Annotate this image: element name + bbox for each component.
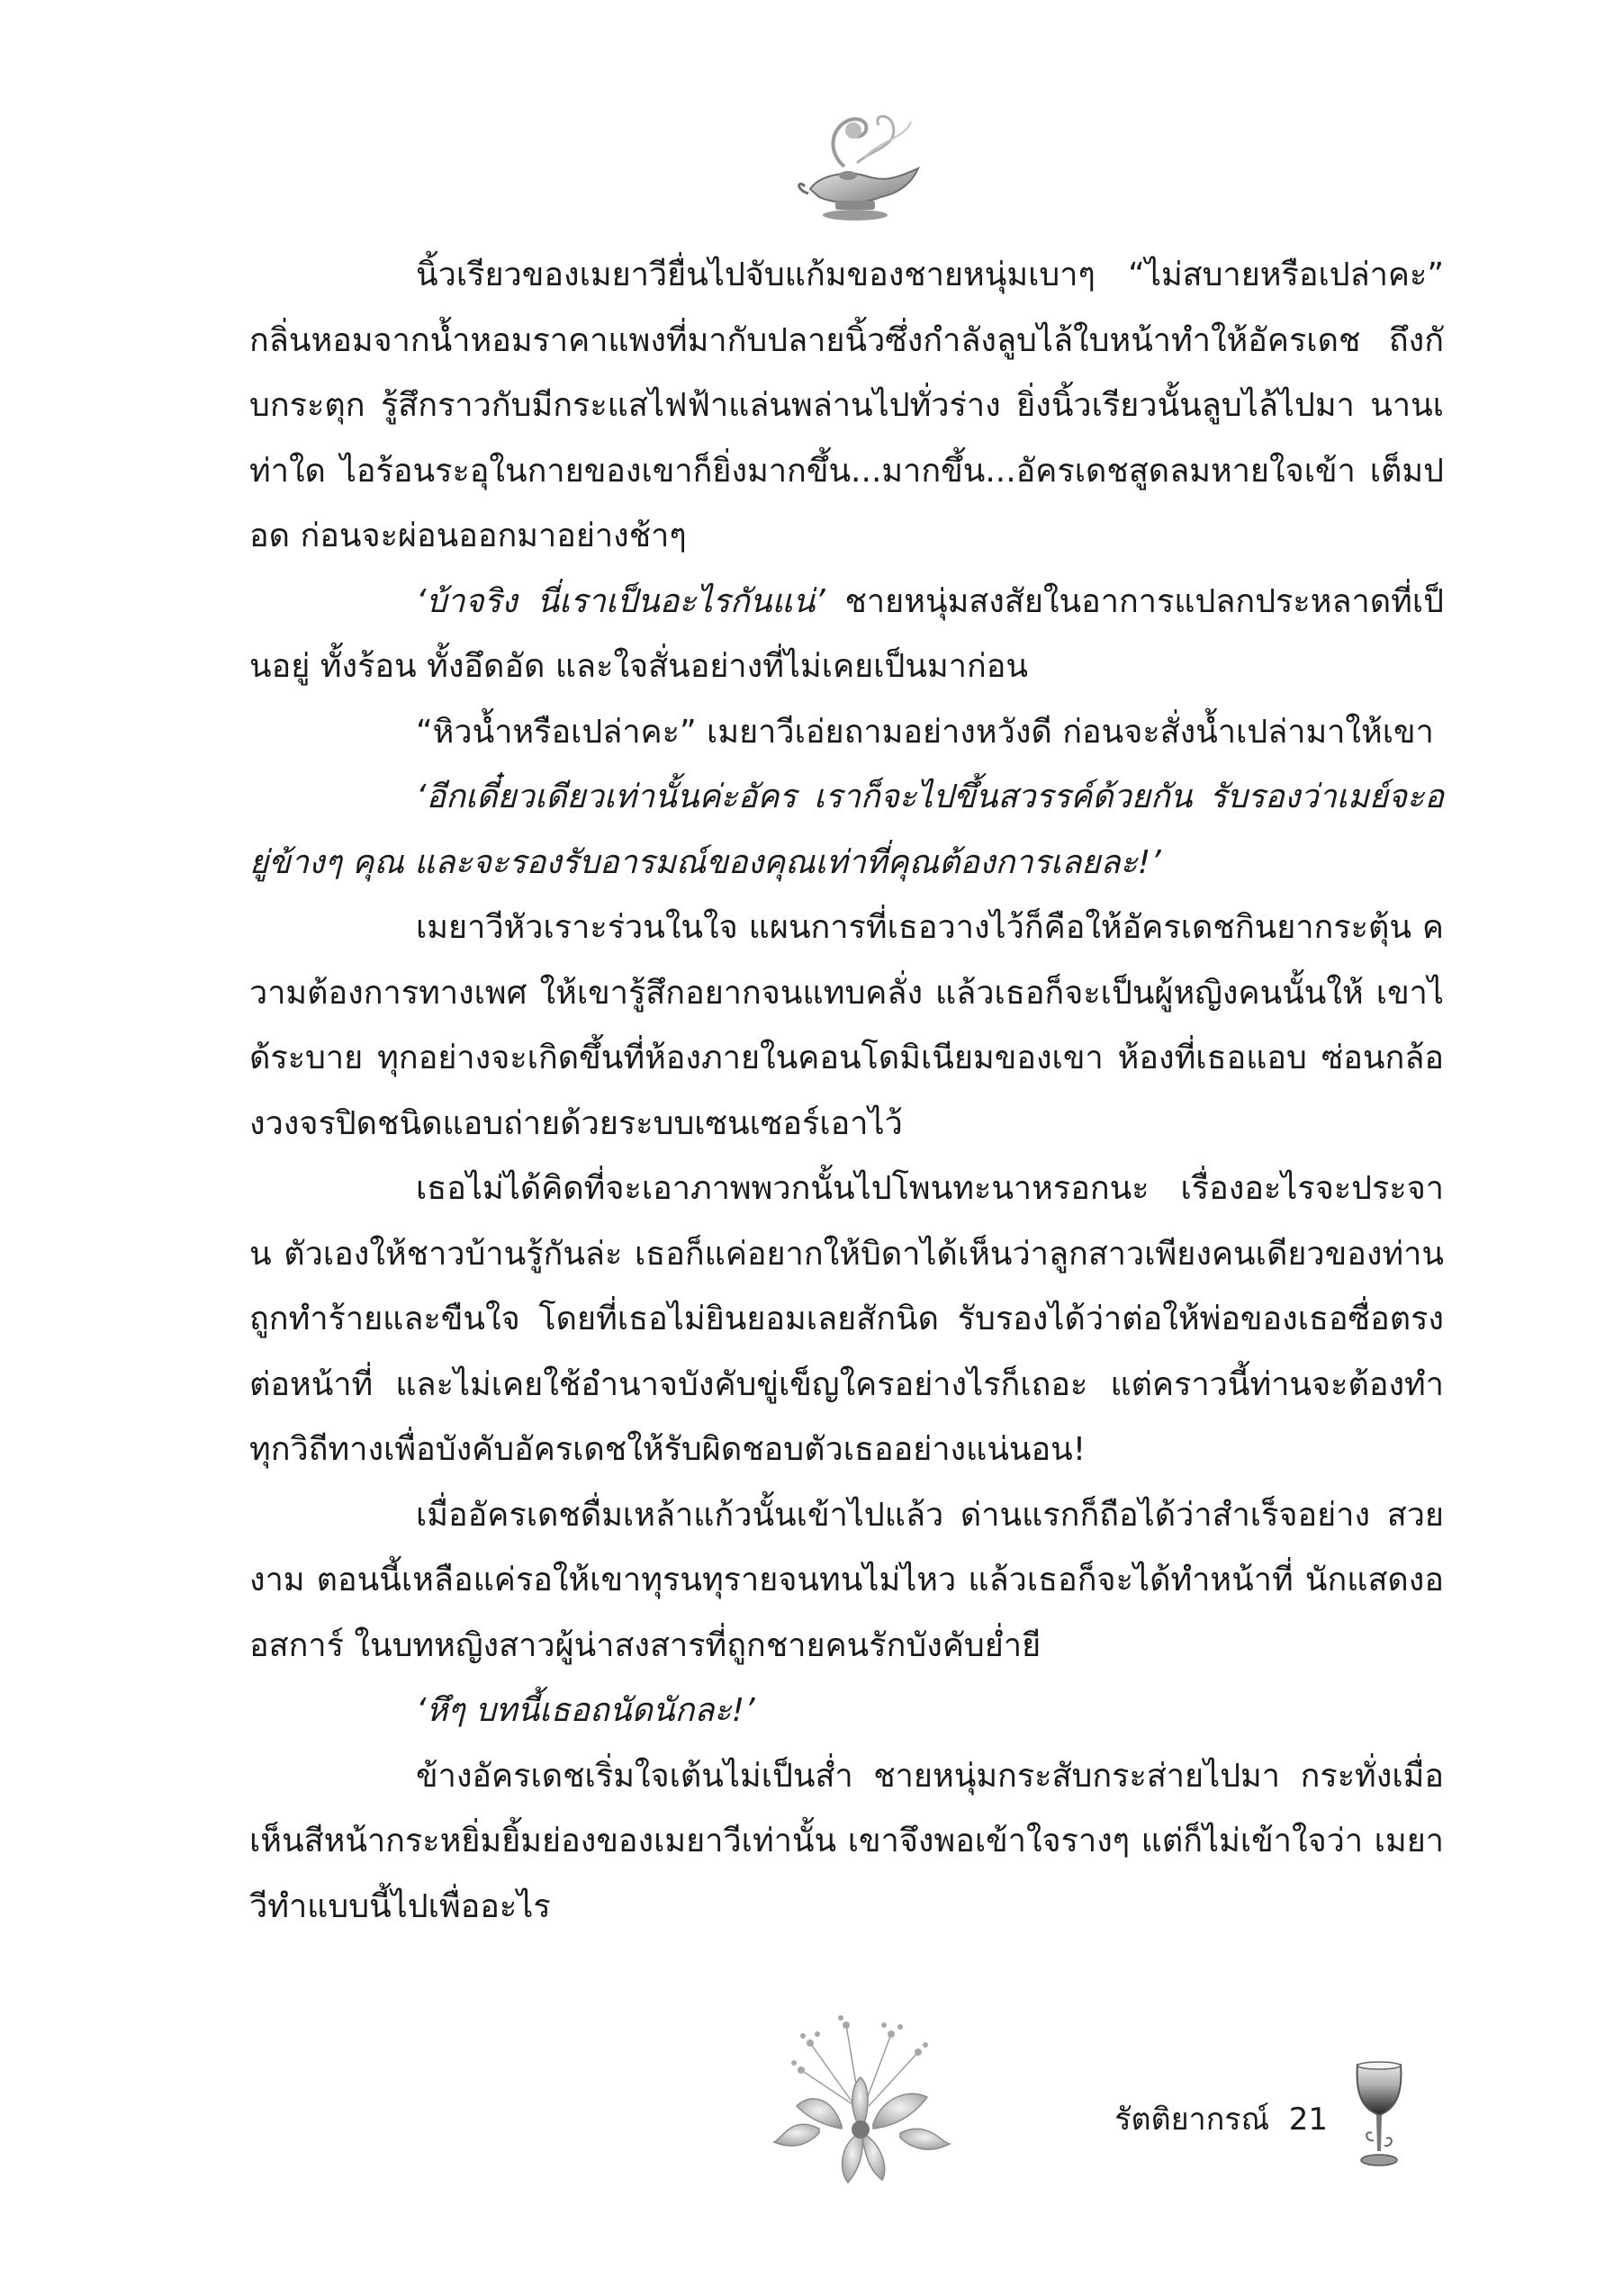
narration: ชายหนุ่มสงสัยในอาการแปลกประหลาดที่เป็นอยู่ ทั้งร้อน ทั้งอึดอัด และใจสั่นอย่างที่ไม่เคยเป็นมาก่อน (249, 582, 1444, 685)
paragraph-4: ‘อีกเดี๋ยวเดียวเท่านั้นค่ะอัคร เราก็จะไปขึ้นสวรรค์ด้วยกัน รับรองว่าเมย์จะอยู่ข้างๆ คุณ และจะรองรับอารมณ์ของคุณเท่าที่คุณต้องการเลยละ!’ (249, 779, 1444, 881)
inner-thought: ‘บ้าจริง นี่เราเป็นอะไรกันแน่’ (416, 582, 825, 620)
wine-glass-icon (1352, 2061, 1406, 2174)
body-text (249, 243, 1444, 1940)
running-footer (1114, 2097, 1328, 2142)
book-title: รัตติยากรณ์ (1114, 2102, 1270, 2138)
paragraph-8: ‘หึๆ บทนี้เธอถนัดนักละ!’ (416, 1692, 755, 1729)
paragraph-9: ข้างอัครเดชเริ่มใจเต้นไม่เป็นส่ำ ชายหนุ่มกระสับกระส่ายไปมา กระทั่งเมื่อ เห็นสีหน้ากระหยิ่มยิ้มย่องของเมยาวีเท่านั้น เขาจึงพอเข้าใจรางๆ แต่ก็ไม่เข้าใจว่า เมยาวีทำแบบนี้ไปเพื่ออะไร (249, 1757, 1444, 1925)
flower-ornament-icon (747, 2007, 972, 2187)
genie-lamp-icon (792, 104, 927, 225)
paragraph-5: เมยาวีหัวเราะร่วนในใจ แผนการที่เธอวางไว้ก็คือให้อัครเดชกินยากระตุ้น ความต้องการทางเพศ ให้เขารู้สึกอยากจนแทบคลั่ง แล้วเธอก็จะเป็นผู้หญิงคนนั้นให้ เขาได้ระบาย ทุกอย่างจะเกิดขึ้นที่ห้องภายในคอนโดมิเนียมของเขา ห้องที่เธอแอบ ซ่อนกล้องวงจรปิดชนิดแอบถ่ายด้วยระบบเซนเซอร์เอาไว้ (249, 909, 1444, 1142)
paragraph-1: นิ้วเรียวของเมยาวียื่นไปจับแก้มของชายหนุ่มเบาๆ “ไม่สบายหรือเปล่าคะ” กลิ่นหอมจากน้ำหอมราคาแพงที่มากับปลายนิ้วซึ่งกำลังลูบไล้ใบหน้าทำให้อัครเดช ถึงกับกระตุก รู้สึกราวกับมีกระแสไฟฟ้าแล่นพล่านไปทั่วร่าง ยิ่งนิ้วเรียวนั้นลูบไล้ไปมา นานเท่าใด ไอร้อนระอุในกายของเขาก็ยิ่งมากขึ้น...มากขึ้น...อัครเดชสูดลมหายใจเข้า เต็มปอด ก่อนจะผ่อนออกมาอย่างช้าๆ (249, 257, 1444, 554)
paragraph-7: เมื่ออัครเดชดื่มเหล้าแก้วนั้นเข้าไปแล้ว ด่านแรกก็ถือได้ว่าสำเร็จอย่าง สวยงาม ตอนนี้เหลือแค่รอให้เขาทุรนทุรายจนทนไม่ไหว แล้วเธอก็จะได้ทำหน้าที่ นักแสดงออสการ์ ในบทหญิงสาวผู้น่าสงสารที่ถูกชายคนรักบังคับย่ำยี (249, 1496, 1444, 1664)
paragraph-2 (249, 570, 1444, 700)
paragraph-6: เธอไม่ได้คิดที่จะเอาภาพพวกนั้นไปโพนทะนาหรอกนะ เรื่องอะไรจะประจาน ตัวเองให้ชาวบ้านรู้กันล่ะ เธอก็แค่อยากให้บิดาได้เห็นว่าลูกสาวเพียงคนเดียวของท่าน ถูกทำร้ายและขืนใจ โดยที่เธอไม่ยินยอมเลยสักนิด รับรองได้ว่าต่อให้พ่อของเธอซื่อตรง ต่อหน้าที่ และไม่เคยใช้อำนาจบังคับขู่เข็ญใครอย่างไรก็เถอะ แต่คราวนี้ท่านจะต้องทำ ทุกวิถีทางเพื่อบังคับอัครเดชให้รับผิดชอบตัวเธออย่างแน่นอน! (249, 1170, 1444, 1468)
page-number: 21 (1288, 2102, 1328, 2138)
paragraph-3: “หิวน้ำหรือเปล่าคะ” เมยาวีเอ่ยถามอย่างหวังดี ก่อนจะสั่งน้ำเปล่ามาให้เขา (416, 713, 1434, 751)
